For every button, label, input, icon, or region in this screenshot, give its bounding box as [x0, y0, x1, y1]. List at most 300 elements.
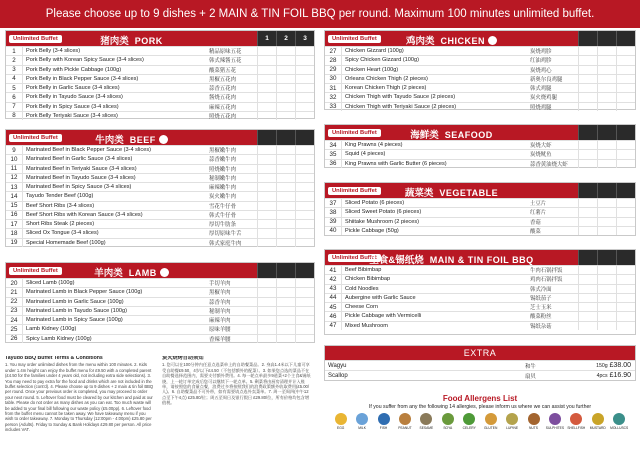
- qty-cell-3[interactable]: [616, 103, 635, 111]
- item-number: 10: [6, 155, 23, 163]
- allergen-item: [330, 413, 351, 430]
- qty-cell-3[interactable]: [295, 93, 314, 101]
- item-number: 44: [325, 294, 342, 302]
- qty-header-3: [295, 263, 314, 278]
- qty-cell-3[interactable]: [616, 312, 635, 320]
- item-name: Chicken Heart (100g): [345, 66, 399, 73]
- qty-cell-3[interactable]: [295, 220, 314, 228]
- item-number: 17: [6, 220, 23, 228]
- extra-row[interactable]: [325, 370, 635, 380]
- item-name-cn: 蒜香嫩牛肉: [209, 157, 236, 164]
- item-number: 30: [325, 75, 342, 83]
- item-name: Sliced Lamb (100g): [26, 280, 75, 287]
- qty-cell-2[interactable]: [597, 303, 616, 311]
- menu-item-row: [325, 74, 635, 83]
- qty-header-1: [257, 263, 276, 278]
- qty-cell-1[interactable]: [257, 146, 276, 154]
- item-number: 12: [6, 174, 23, 182]
- qty-cell-2[interactable]: [276, 192, 295, 200]
- item-name: Tayudo Tender Beef (100g): [26, 193, 94, 200]
- qty-cell-3[interactable]: [616, 322, 635, 330]
- item-number: 24: [6, 316, 23, 324]
- item-name: Pork Belly (3-4 slices): [26, 48, 81, 55]
- qty-cell-1[interactable]: [578, 56, 597, 64]
- banner-text: Please choose up to 9 dishes + 2 MAIN & TIN FOIL BBQ per round. Maximum 100 minutes unlimited buffet.: [45, 8, 595, 20]
- allergen-item: [523, 413, 544, 430]
- qty-cell-3[interactable]: [616, 303, 635, 311]
- qty-cell-1[interactable]: [257, 56, 276, 64]
- item-number: 46: [325, 312, 342, 320]
- qty-cell-2[interactable]: [597, 47, 616, 55]
- menu-item-row: [325, 207, 635, 216]
- menu-item-row: [6, 111, 314, 120]
- qty-cell-1[interactable]: [578, 266, 597, 274]
- item-name: Shiitake Mushroom (2 pieces): [345, 218, 419, 225]
- menu-item-row: [6, 65, 314, 74]
- qty-cell-2[interactable]: [276, 229, 295, 237]
- unlimited-badge: Unlimited Buffet: [9, 134, 62, 142]
- item-name-cn: 雪花牛仔骨: [209, 203, 236, 210]
- item-number: 9: [6, 146, 23, 154]
- allergen-icon: [506, 413, 518, 425]
- item-name-cn: 黑椒羊肉: [209, 290, 231, 297]
- item-number: 26: [6, 335, 23, 343]
- extra-name-cn: 和牛: [525, 363, 536, 370]
- item-name: Pork Belly Teriyaki Sauce (3-4 slices): [26, 112, 118, 119]
- qty-header-2: 2: [276, 31, 295, 46]
- unlimited-badge: Unlimited Buffet: [9, 35, 62, 43]
- qty-cell-1[interactable]: [257, 288, 276, 296]
- allergen-item: [566, 413, 587, 430]
- extra-price: 150g £38.00: [596, 362, 631, 369]
- qty-cell-3[interactable]: [616, 275, 635, 283]
- allergens-subtitle: If you suffer from any the following 14 allergies, please inform us where we can assist you further: [368, 404, 592, 410]
- item-name-cn: 炭烧大虾: [530, 143, 552, 150]
- qty-cell-2[interactable]: [597, 66, 616, 74]
- qty-cell-3[interactable]: [295, 66, 314, 74]
- item-name-cn: 厚切牛肋条: [209, 222, 236, 229]
- allergen-label: EGG: [337, 426, 345, 430]
- item-name-cn: 秘制羊肉: [209, 308, 231, 315]
- qty-cell-2[interactable]: [276, 183, 295, 191]
- lamb-section: [5, 262, 315, 343]
- allergen-icon: [378, 413, 390, 425]
- qty-cell-1[interactable]: [578, 312, 597, 320]
- item-number: 23: [6, 307, 23, 315]
- allergen-item: [352, 413, 373, 430]
- chicken-header: [325, 31, 635, 46]
- item-name: Beef Short Ribs (3-4 slices): [26, 202, 95, 209]
- qty-cell-1[interactable]: [578, 103, 597, 111]
- qty-cell-1[interactable]: [257, 298, 276, 306]
- item-number: 39: [325, 218, 342, 226]
- extra-row[interactable]: [325, 360, 635, 370]
- item-name: King Prawns with Garlic Butter (6 pieces): [345, 160, 447, 167]
- item-number: 11: [6, 165, 23, 173]
- qty-cell-2[interactable]: [597, 208, 616, 216]
- qty-cell-2[interactable]: [276, 75, 295, 83]
- menu-item-row: [325, 302, 635, 311]
- qty-cell-2[interactable]: [597, 275, 616, 283]
- qty-cell-3[interactable]: [616, 47, 635, 55]
- item-number: 14: [6, 192, 23, 200]
- section-title: 鸡肉类 CHICKEN: [325, 33, 578, 47]
- item-name-cn: 芝士玉米: [530, 305, 552, 312]
- qty-cell-3[interactable]: [295, 229, 314, 237]
- item-number: 43: [325, 285, 342, 293]
- qty-cell-1[interactable]: [578, 227, 597, 235]
- qty-cell-2[interactable]: [276, 66, 295, 74]
- main-section: [324, 249, 636, 335]
- qty-cell-1[interactable]: [578, 303, 597, 311]
- qty-cell-2[interactable]: [597, 141, 616, 149]
- menu-item-row: [6, 238, 314, 247]
- item-name-cn: 蒜香羊肉: [209, 299, 231, 306]
- qty-cell-2[interactable]: [276, 165, 295, 173]
- qty-cell-2[interactable]: [276, 316, 295, 324]
- qty-cell-2[interactable]: [276, 298, 295, 306]
- qty-cell-1[interactable]: [578, 150, 597, 158]
- item-number: 22: [6, 298, 23, 306]
- allergen-icon: [463, 413, 475, 425]
- qty-cell-1[interactable]: [257, 307, 276, 315]
- item-name: Mixed Mushroom: [345, 322, 388, 329]
- qty-cell-1[interactable]: [257, 66, 276, 74]
- qty-cell-3[interactable]: [616, 75, 635, 83]
- qty-cell-1[interactable]: [257, 155, 276, 163]
- qty-cell-3[interactable]: [295, 239, 314, 247]
- qty-cell-2[interactable]: [276, 93, 295, 101]
- qty-header-2: [276, 263, 295, 278]
- item-number: 36: [325, 160, 342, 168]
- qty-cell-1[interactable]: [257, 279, 276, 287]
- qty-cell-2[interactable]: [597, 56, 616, 64]
- qty-cell-3[interactable]: [295, 174, 314, 182]
- item-name: Marinated Lamb in Tayudo Sauce (100g): [26, 307, 127, 314]
- qty-cell-3[interactable]: [616, 208, 635, 216]
- extra-title: EXTRA: [325, 346, 635, 360]
- top-banner: [0, 0, 640, 28]
- qty-cell-1[interactable]: [578, 141, 597, 149]
- qty-cell-2[interactable]: [597, 103, 616, 111]
- qty-cell-3[interactable]: [295, 202, 314, 210]
- qty-cell-3[interactable]: [616, 56, 635, 64]
- item-number: 5: [6, 84, 23, 92]
- qty-cell-2[interactable]: [276, 84, 295, 92]
- item-name-cn: 秘制嫩牛肉: [209, 175, 236, 182]
- item-number: 25: [6, 325, 23, 333]
- qty-cell-3[interactable]: [295, 211, 314, 219]
- menu-item-row: [6, 92, 314, 101]
- qty-cell-1[interactable]: [578, 208, 597, 216]
- qty-cell-1[interactable]: [257, 75, 276, 83]
- menu-item-row: [6, 324, 314, 333]
- qty-cell-2[interactable]: [276, 174, 295, 182]
- qty-cell-2[interactable]: [597, 75, 616, 83]
- qty-cell-3[interactable]: [616, 285, 635, 293]
- qty-cell-3[interactable]: [616, 141, 635, 149]
- allergens-title: Food Allergens List: [442, 394, 518, 403]
- terms-title: Tayudo BBQ Buffet Terms & Conditions: [5, 356, 103, 361]
- allergen-label: MOLLUSCS: [610, 426, 629, 430]
- qty-cell-3[interactable]: [616, 160, 635, 168]
- qty-cell-3[interactable]: [295, 192, 314, 200]
- qty-cell-3[interactable]: [295, 316, 314, 324]
- qty-cell-3[interactable]: [295, 146, 314, 154]
- qty-cell-3[interactable]: [616, 150, 635, 158]
- qty-header-1: 1: [257, 31, 276, 46]
- item-number: 2: [6, 56, 23, 64]
- unlimited-badge: Unlimited Buffet: [328, 35, 381, 43]
- qty-header-3: [616, 31, 635, 46]
- qty-cell-2[interactable]: [597, 150, 616, 158]
- qty-cell-2[interactable]: [597, 312, 616, 320]
- item-name: Cheese Corn: [345, 304, 378, 311]
- menu-item-row: [6, 102, 314, 111]
- item-number: 47: [325, 322, 342, 330]
- menu-item-row: [6, 83, 314, 92]
- qty-cell-1[interactable]: [578, 294, 597, 302]
- menu-item-row: [325, 149, 635, 158]
- qty-cell-3[interactable]: [295, 165, 314, 173]
- qty-cell-2[interactable]: [597, 218, 616, 226]
- menu-item-row: [6, 334, 314, 343]
- item-name: Marinated Beef in Tayudo Sauce (3-4 slices): [26, 174, 136, 181]
- item-name: Chicken Bibimbap: [345, 276, 391, 283]
- qty-cell-3[interactable]: [295, 335, 314, 343]
- menu-item-row: [325, 65, 635, 74]
- extra-name: Scallop: [328, 372, 348, 379]
- allergen-label: SHELLFISH: [567, 426, 586, 430]
- item-number: 40: [325, 227, 342, 235]
- menu-item-row: [325, 217, 635, 226]
- qty-cell-1[interactable]: [257, 239, 276, 247]
- item-name-cn: 蒜香黄油烧大虾: [530, 161, 568, 168]
- qty-cell-2[interactable]: [276, 288, 295, 296]
- allergen-item: [394, 413, 415, 430]
- extra-price: 4pcs £16.90: [596, 372, 631, 379]
- qty-cell-2[interactable]: [597, 294, 616, 302]
- lamb-rows: [6, 278, 314, 343]
- qty-cell-3[interactable]: [295, 288, 314, 296]
- item-name-cn: 手切羊肉: [209, 281, 231, 288]
- qty-cell-2[interactable]: [276, 103, 295, 111]
- qty-cell-3[interactable]: [295, 84, 314, 92]
- qty-cell-1[interactable]: [257, 229, 276, 237]
- item-name: Sliced Potato (6 pieces): [345, 200, 405, 207]
- item-name: King Prawns (4 pieces): [345, 142, 403, 149]
- qty-cell-2[interactable]: [276, 211, 295, 219]
- qty-cell-2[interactable]: [276, 202, 295, 210]
- item-name-cn: 红薯片: [530, 210, 547, 217]
- beef-header: [6, 130, 314, 145]
- item-name-cn: 韩式家庭牛肉: [209, 240, 242, 247]
- allergen-item: [480, 413, 501, 430]
- item-name-cn: 原味羊腰: [209, 327, 231, 334]
- qty-cell-3[interactable]: [295, 47, 314, 55]
- qty-cell-2[interactable]: [597, 160, 616, 168]
- qty-cell-3[interactable]: [295, 112, 314, 120]
- qty-cell-3[interactable]: [295, 325, 314, 333]
- qty-cell-1[interactable]: [257, 165, 276, 173]
- qty-cell-2[interactable]: [597, 322, 616, 330]
- item-name-cn: 酱烧五花肉: [209, 95, 236, 102]
- item-number: 16: [6, 211, 23, 219]
- qty-cell-3[interactable]: [616, 66, 635, 74]
- main-rows: [325, 265, 635, 330]
- qty-header-3: [616, 183, 635, 198]
- menu-item-row: [6, 46, 314, 55]
- item-name-cn: 红油鸡胗: [530, 58, 552, 65]
- qty-cell-2[interactable]: [276, 279, 295, 287]
- qty-cell-2[interactable]: [597, 266, 616, 274]
- item-number: 38: [325, 208, 342, 216]
- qty-cell-1[interactable]: [257, 93, 276, 101]
- qty-cell-3[interactable]: [616, 218, 635, 226]
- section-title: 蔬菜类 VEGETABLE: [404, 188, 499, 199]
- allergen-item: [437, 413, 458, 430]
- qty-cell-1[interactable]: [257, 325, 276, 333]
- allergen-item: [502, 413, 523, 430]
- menu-item-row: [6, 145, 314, 154]
- qty-cell-2[interactable]: [276, 220, 295, 228]
- qty-cell-3[interactable]: [616, 227, 635, 235]
- qty-cell-3[interactable]: [616, 84, 635, 92]
- menu-item-row: [6, 154, 314, 163]
- qty-cell-2[interactable]: [276, 325, 295, 333]
- qty-cell-3[interactable]: [295, 56, 314, 64]
- qty-cell-1[interactable]: [578, 75, 597, 83]
- qty-cell-2[interactable]: [276, 155, 295, 163]
- item-name-cn: 韩式鸡腿: [530, 86, 552, 93]
- qty-cell-1[interactable]: [257, 174, 276, 182]
- allergen-icon: [420, 413, 432, 425]
- item-name: Spicy Lamb Kidney (100g): [26, 335, 92, 342]
- item-name-cn: 炭火烧鸡腿: [530, 95, 557, 102]
- allergen-icon: [335, 413, 347, 425]
- item-name-cn: 炭烧鸡心: [530, 67, 552, 74]
- item-name: Chicken Thigh with Tayudo Sauce (2 pieces): [345, 94, 456, 101]
- item-name: Marinated Beef in Garlic Sauce (3-4 slices): [26, 156, 133, 163]
- allergen-label: LUPINE: [506, 426, 519, 430]
- qty-cell-3[interactable]: [295, 279, 314, 287]
- item-number: 31: [325, 84, 342, 92]
- qty-cell-1[interactable]: [578, 285, 597, 293]
- item-name: Sliced Sweet Potato (6 pieces): [345, 209, 422, 216]
- qty-cell-1[interactable]: [578, 275, 597, 283]
- qty-cell-1[interactable]: [578, 218, 597, 226]
- qty-cell-2[interactable]: [276, 47, 295, 55]
- qty-cell-2[interactable]: [276, 335, 295, 343]
- qty-cell-1[interactable]: [578, 47, 597, 55]
- qty-cell-3[interactable]: [616, 294, 635, 302]
- qty-cell-1[interactable]: [578, 84, 597, 92]
- menu-item-row: [6, 210, 314, 219]
- qty-cell-3[interactable]: [295, 307, 314, 315]
- qty-cell-3[interactable]: [295, 75, 314, 83]
- menu-item-row: [6, 228, 314, 237]
- qty-cell-1[interactable]: [257, 47, 276, 55]
- qty-cell-2[interactable]: [597, 93, 616, 101]
- menu-item-row: [6, 315, 314, 324]
- item-name-cn: 酸菜猪五花: [209, 67, 236, 74]
- qty-cell-1[interactable]: [578, 160, 597, 168]
- qty-cell-2[interactable]: [597, 199, 616, 207]
- allergen-icon: [592, 413, 604, 425]
- item-name-cn: 酸菜: [530, 228, 541, 235]
- item-number: 37: [325, 199, 342, 207]
- item-name-cn: 照烧五花肉: [209, 113, 236, 120]
- allergens-panel: [324, 394, 636, 450]
- qty-cell-2[interactable]: [276, 112, 295, 120]
- qty-cell-1[interactable]: [257, 202, 276, 210]
- qty-header-2: [276, 130, 295, 145]
- qty-cell-2[interactable]: [276, 307, 295, 315]
- qty-cell-2[interactable]: [276, 239, 295, 247]
- qty-cell-2[interactable]: [597, 227, 616, 235]
- item-name: Pork Belly in Tayudo Sauce (3-4 slices): [26, 94, 123, 101]
- qty-cell-1[interactable]: [578, 66, 597, 74]
- qty-cell-2[interactable]: [276, 56, 295, 64]
- qty-cell-3[interactable]: [616, 266, 635, 274]
- item-name-cn: 锡纸茄子: [530, 295, 552, 302]
- extra-name: Wagyu: [328, 362, 347, 369]
- allergen-icon: [549, 413, 561, 425]
- terms-title-cn: 炭火烧烤自助须知: [162, 356, 204, 361]
- item-name-cn: 照烧鸡腿: [530, 104, 552, 111]
- qty-cell-1[interactable]: [578, 93, 597, 101]
- qty-cell-1[interactable]: [257, 335, 276, 343]
- menu-item-row: [325, 46, 635, 55]
- qty-cell-3[interactable]: [295, 103, 314, 111]
- menu-item-row: [6, 74, 314, 83]
- item-name-cn: 黑椒嫩牛肉: [209, 148, 236, 155]
- item-number: 13: [6, 183, 23, 191]
- qty-header-1: [257, 130, 276, 145]
- qty-cell-2[interactable]: [276, 146, 295, 154]
- menu-item-row: [6, 201, 314, 210]
- seafood-section: [324, 124, 636, 168]
- unlimited-badge: Unlimited Buffet: [328, 129, 381, 137]
- qty-cell-3[interactable]: [616, 199, 635, 207]
- qty-cell-1[interactable]: [257, 316, 276, 324]
- qty-cell-1[interactable]: [257, 183, 276, 191]
- menu-item-row: [325, 159, 635, 168]
- qty-cell-1[interactable]: [257, 112, 276, 120]
- qty-cell-1[interactable]: [257, 84, 276, 92]
- item-name-cn: 酸菜粉丝: [530, 314, 552, 321]
- qty-cell-1[interactable]: [257, 211, 276, 219]
- qty-cell-1[interactable]: [257, 192, 276, 200]
- qty-cell-3[interactable]: [295, 183, 314, 191]
- qty-header-3: [616, 250, 635, 265]
- pork-header: [6, 31, 314, 46]
- pork-rows: [6, 46, 314, 120]
- item-name: Marinated Lamb in Spicy Sauce (100g): [26, 317, 123, 324]
- qty-cell-1[interactable]: [578, 322, 597, 330]
- qty-header-3: 3: [295, 31, 314, 46]
- qty-cell-1[interactable]: [257, 103, 276, 111]
- qty-cell-1[interactable]: [257, 220, 276, 228]
- qty-cell-3[interactable]: [295, 155, 314, 163]
- qty-cell-2[interactable]: [597, 285, 616, 293]
- qty-header-2: [597, 183, 616, 198]
- qty-cell-2[interactable]: [597, 84, 616, 92]
- qty-cell-3[interactable]: [295, 298, 314, 306]
- item-name-cn: 韩式辣酱五花: [209, 58, 242, 65]
- qty-cell-1[interactable]: [578, 199, 597, 207]
- qty-cell-3[interactable]: [616, 93, 635, 101]
